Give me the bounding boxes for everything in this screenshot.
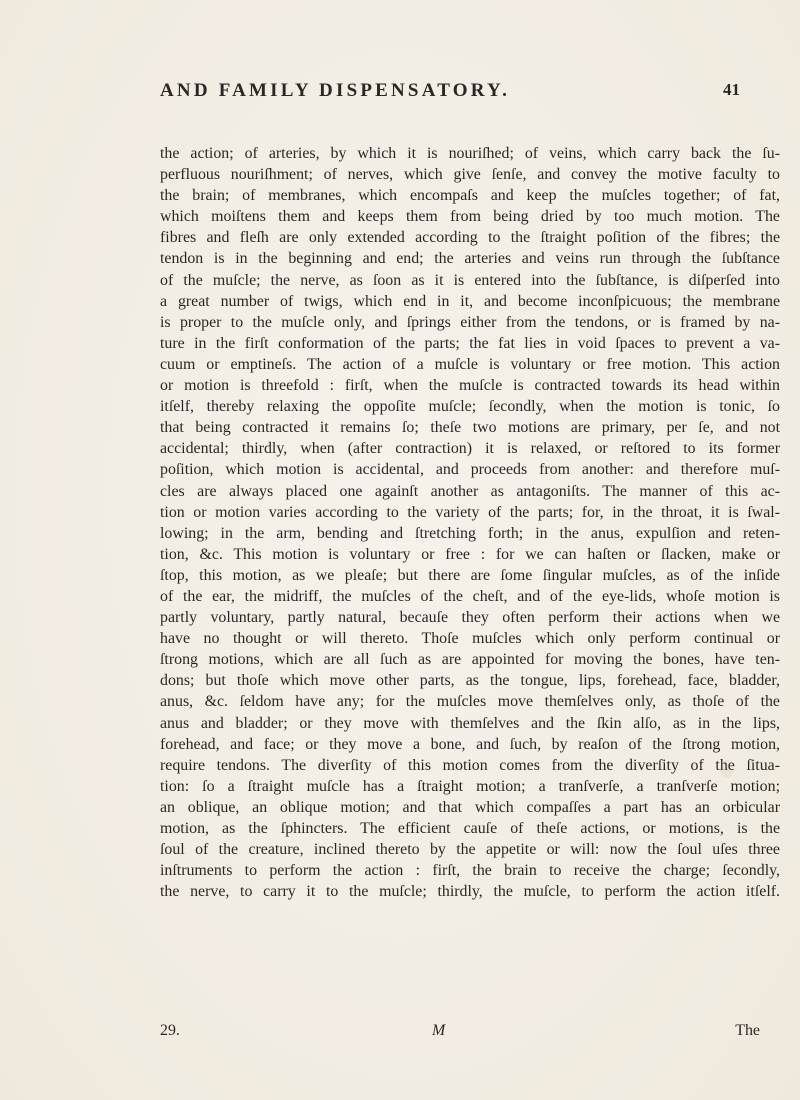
page-header — [0, 80, 800, 110]
text-line: anus and bladder; or they move with themſelves and the ſkin alſo, as in the lips, — [160, 714, 780, 732]
text-line: which moiſtens them and keeps them from being dried by too much motion. The — [160, 208, 780, 226]
text-line: ſtop, this motion, as we pleaſe; but there are ſome ſingular muſcles, as of the inſide — [160, 566, 780, 584]
text-line: dons; but thoſe which move other parts, as the tongue, lips, forehead, face, bladder, — [160, 672, 780, 690]
text-line: itſelf, thereby relaxing the oppoſite muſcle; ſecondly, when the motion is tonic, ſo — [160, 398, 780, 416]
text-line: require tendons. The diverſity of this motion comes from the diverſity of the ſitua- — [160, 756, 780, 774]
text-line: the nerve, to carry it to the muſcle; thirdly, the muſcle, to perform the action itſelf. — [160, 883, 780, 901]
page-footer — [160, 1022, 780, 1046]
text-line: of the ear, the midriff, the muſcles of the cheſt, and of the eye-lids, whoſe motion is — [160, 587, 780, 605]
running-head: AND FAMILY DISPENSATORY. — [160, 80, 511, 101]
text-line: accidental; thirdly, when (after contraction) it is relaxed, or reſtored to its former — [160, 440, 780, 458]
text-line: motion, as the ſphincters. The efficient cauſe of theſe actions, or motions, is the — [160, 820, 780, 837]
paper-smudge — [720, 760, 734, 778]
text-line: the action; of arteries, by which it is nouriſhed; of veins, which carry back the ſu- — [160, 145, 780, 162]
text-line: anus, &c. ſeldom have any; for the muſcles move themſelves only, as thoſe of the — [160, 693, 780, 711]
text-line: that being contracted it remains ſo; theſe two motions are primary, per ſe, and not — [160, 419, 780, 437]
text-line: tion, &c. This motion is voluntary or free : for we can haſten or ſlacken, make or — [160, 545, 780, 563]
text-line: an oblique, an oblique motion; and that which compaſſes a part has an orbicular — [160, 798, 780, 816]
text-line: have no thought or will thereto. Thoſe muſcles which only perform continual or — [160, 630, 780, 648]
catchword: The — [735, 1022, 760, 1039]
text-line: ſoul of the creature, inclined thereto by the appetite or will: now the ſoul uſes three — [160, 841, 780, 859]
text-line: cles are always placed one againſt another as antagoniſts. The manner of this ac- — [160, 482, 780, 500]
text-line: tion: ſo a ſtraight muſcle has a ſtraight motion; a tranſverſe, a tranſverſe motion; — [160, 777, 780, 795]
text-line: is proper to the muſcle only, and ſprings either from the tendons, or is framed by na- — [160, 313, 780, 331]
text-line: inſtruments to perform the action : firſt, the brain to receive the charge; ſecondly, — [160, 862, 780, 880]
text-line: partly voluntary, partly natural, becauſe they often perform their actions when we — [160, 609, 780, 627]
text-line: cuum or emptineſs. The action of a muſcle is voluntary or free motion. This action — [160, 355, 780, 373]
text-line: ſtrong motions, which are all ſuch as are appointed for moving the bones, have ten- — [160, 651, 780, 669]
text-line: tion or motion varies according to the variety of the parts; for, in the throat, it is ſwal- — [160, 503, 780, 521]
text-line: or motion is threefold : firſt, when the muſcle is contracted towards its head within — [160, 377, 780, 395]
body-text — [160, 143, 780, 902]
text-line: poſition, which motion is accidental, and proceeds from another: and therefore muſ- — [160, 461, 780, 479]
text-line: perfluous nouriſhment; of nerves, which give ſenſe, and convey the motive faculty to — [160, 166, 780, 184]
text-line: forehead, and face; or they move a bone, and ſuch, by reaſon of the ſtrong motion, — [160, 735, 780, 753]
text-line: fibres and fleſh are only extended according to the ſtraight poſition of the fibres; the — [160, 229, 780, 247]
text-line: of the muſcle; the nerve, as ſoon as it is entered into the ſubſtance, is diſperſed into — [160, 271, 780, 289]
text-line: tendon is in the beginning and end; the arteries and veins run through the ſubſtance — [160, 250, 780, 268]
text-line: a great number of twigs, which end in it, and become inconſpicuous; the membrane — [160, 292, 780, 310]
signature-number: 29. — [160, 1022, 180, 1039]
text-line: ture in the firſt conformation of the parts; the fat lies in void ſpaces to prevent a va- — [160, 334, 780, 352]
signature-mark: M — [432, 1022, 446, 1039]
page-number: 41 — [723, 80, 740, 99]
text-line: lowing; in the arm, bending and ſtretching forth; in the anus, expulſion and reten- — [160, 524, 780, 542]
text-line: the brain; of membranes, which encompaſs and keep the muſcles together; of fat, — [160, 187, 780, 205]
